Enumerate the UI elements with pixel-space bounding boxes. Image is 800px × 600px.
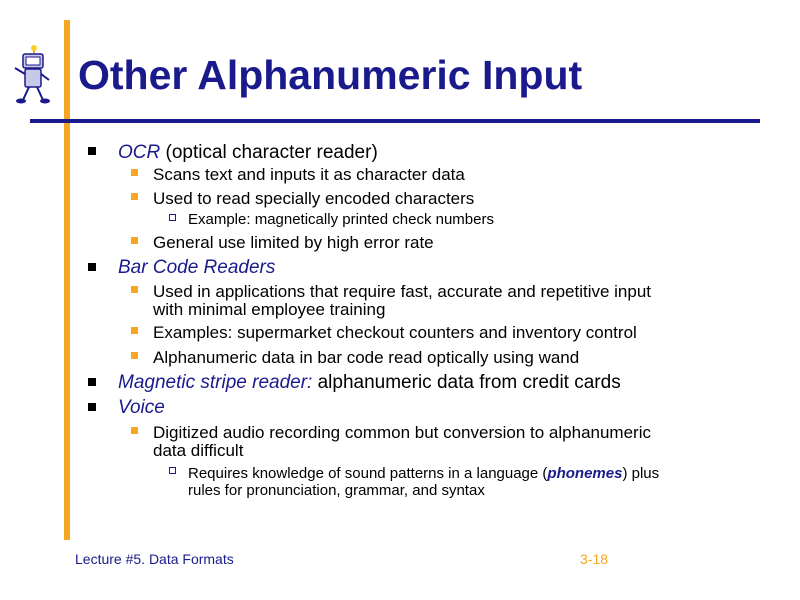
bullet-marker <box>88 403 96 411</box>
slide-title: Other Alphanumeric Input <box>78 52 583 98</box>
accent-vertical-bar <box>64 20 70 540</box>
sub-bullet-marker <box>131 169 138 176</box>
voice-example-phonemes <box>188 465 659 499</box>
text-line: with minimal employee training <box>153 300 386 319</box>
bullet-term: Magnetic stripe reader: <box>118 372 313 393</box>
sub-sub-bullet-marker <box>169 214 176 221</box>
barcode-sub-applications <box>153 283 651 319</box>
bullet-term: Voice <box>118 397 165 418</box>
text-line: Used in applications that require fast, accurate and repetitive input <box>153 282 652 301</box>
bullet-marker <box>88 147 96 155</box>
sub-sub-bullet-marker <box>169 467 176 474</box>
ocr-sub-error-rate: General use limited by high error rate <box>153 233 434 252</box>
bullet-desc: alphanumeric data from credit cards <box>312 372 621 393</box>
sub-bullet-marker <box>131 352 138 359</box>
bullet-marker <box>88 378 96 386</box>
sub-bullet-marker <box>131 237 138 244</box>
ocr-sub-scans: Scans text and inputs it as character data <box>153 165 465 184</box>
sub-bullet-marker <box>131 193 138 200</box>
ocr-example: Example: magnetically printed check numbers <box>188 211 494 228</box>
voice-sub-digitized <box>153 424 651 460</box>
text-line: Digitized audio recording common but conversion to alphanumeric <box>153 423 651 442</box>
bullet-term: Bar Code Readers <box>118 257 276 278</box>
phonemes-term: phonemes <box>547 465 623 482</box>
computer-mascot-icon <box>12 44 52 106</box>
bullet-voice <box>118 397 165 419</box>
text-segment: ) plus <box>622 465 660 482</box>
title-underline <box>30 119 760 123</box>
sub-bullet-marker <box>131 286 138 293</box>
footer-lecture-title: Lecture #5. Data Formats <box>75 551 234 567</box>
bullet-barcode <box>118 257 275 279</box>
ocr-sub-encoded: Used to read specially encoded characters <box>153 189 475 208</box>
text-segment: Requires knowledge of sound patterns in a language ( <box>188 465 548 482</box>
sub-bullet-marker <box>131 427 138 434</box>
barcode-sub-wand: Alphanumeric data in bar code read optically using wand <box>153 348 580 367</box>
bullet-ocr <box>118 142 378 164</box>
bullet-magnetic <box>118 372 621 394</box>
bullet-term: OCR <box>118 142 161 163</box>
bullet-marker <box>88 263 96 271</box>
barcode-sub-examples: Examples: supermarket checkout counters and inventory control <box>153 323 637 342</box>
bullet-desc: (optical character reader) <box>160 142 378 163</box>
text-line <box>188 465 659 482</box>
text-line: data difficult <box>153 441 244 460</box>
sub-bullet-marker <box>131 327 138 334</box>
footer-slide-number: 3-18 <box>580 551 609 567</box>
text-line: rules for pronunciation, grammar, and syntax <box>188 482 485 499</box>
